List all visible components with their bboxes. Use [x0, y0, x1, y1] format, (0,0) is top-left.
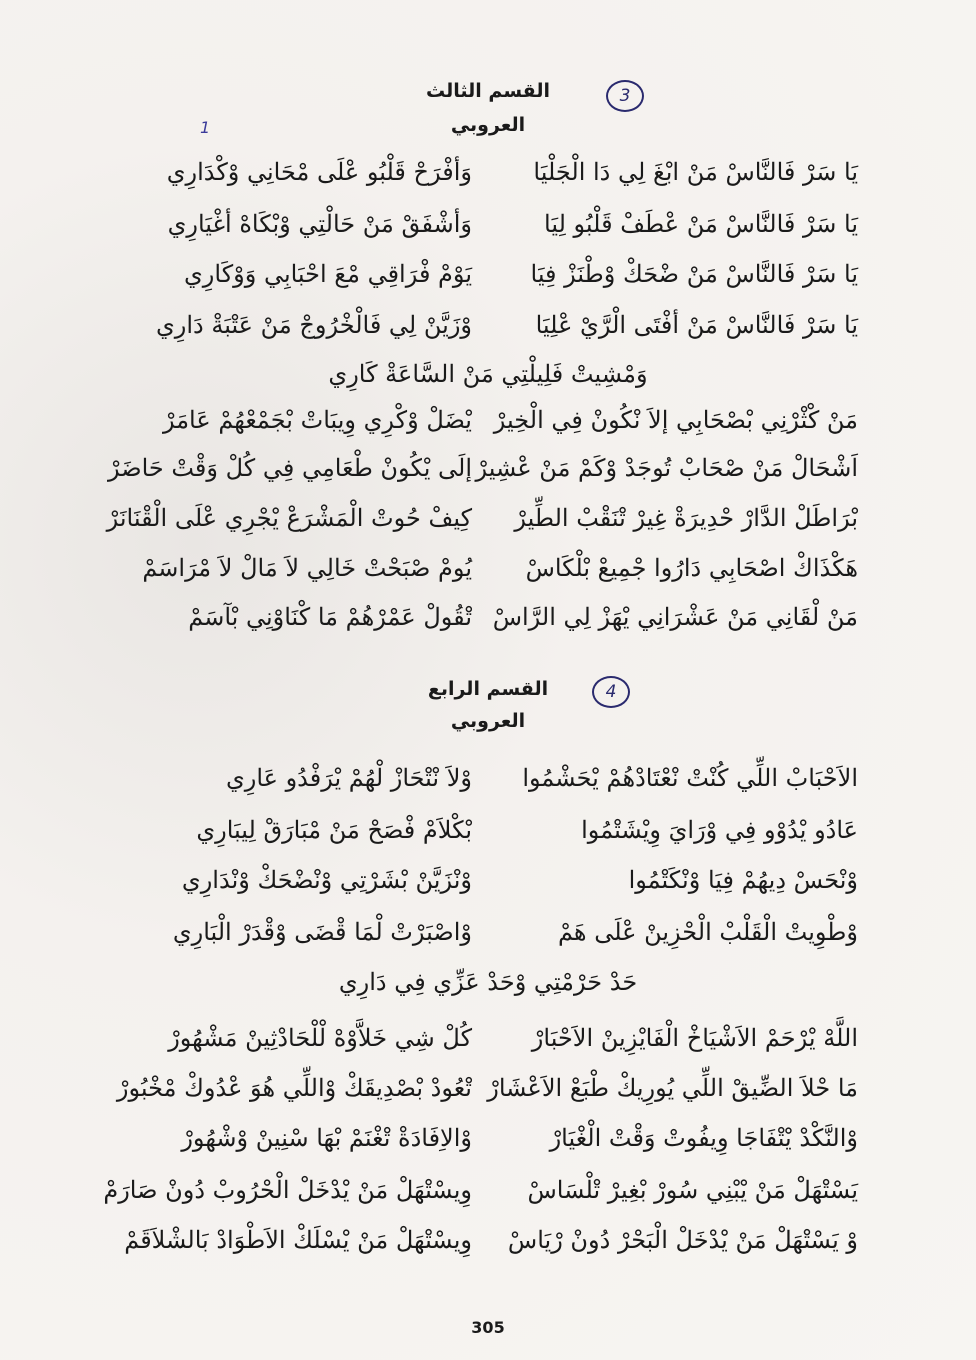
verse-hemistich-left: يَوْمْ فْرَاقِي مْعَ احْبَابِي وَوْكَارِي [184, 260, 472, 288]
verse-line [0, 603, 976, 643]
verse-hemistich-right: مَنْ كْثْرْنِي بْصْحَابِي إلاَ نْكُونْ فِي الْخِيرْ [493, 406, 858, 434]
verse-hemistich-right: يَا سَرْ فَالنَّاسْ مَنْ ضْحَكْ وْطْنَزْ فِيَا [530, 260, 858, 288]
verse-hemistich-left: وِيسْتْهَلْ مَنْ يْدْخَلْ الْحْرُوبْ دُونْ صَارَمْ [103, 1176, 472, 1204]
verse-line [0, 554, 976, 594]
verse-hemistich-left: كِيفْ حُوتْ الْمَشْرَعْ يْجْرِي عْلَى الْقْنَانَرْ [106, 504, 472, 532]
margin-note: 1 [200, 118, 211, 137]
verse-hemistich-left: وْالاِفَادَةْ تْغْنَمْ بْهَا سْنِينْ وْشْهُورْ [181, 1124, 472, 1152]
verse-hemistich-left: يُومْ صْبَحْتْ خَالِي لاَ مَالْ لاَ مْرَاسَمْ [142, 554, 472, 582]
verse-hemistich-right: وْطْوِيتْ الْقَلْبْ الْحْزِينْ عْلَى هَمْ [557, 918, 858, 946]
verse-hemistich-right: عَادُو يْدُوْو فِي وْرَايَ وِيْشَتْمُوا [581, 816, 858, 844]
verse-hemistich-left: إلَى يْكُونْ طْعَامِي فِي كُلْ وَقْتْ حَاضَرْ [107, 454, 472, 482]
verse-line [0, 311, 976, 351]
section-subtitle: العروبي [450, 114, 526, 136]
verse-hemistich-left: وْنْزَيَّنْ بْشَرْتِي وْنْضْحَكْ وْنْدَارِي [181, 866, 472, 894]
verse-hemistich-left: وْاصْبَرْتْ لْمَا قْضَى وْقْدَرْ الْبَارِي [172, 918, 472, 946]
refrain-line: حَدْ حَرْمْتِي وْحَدْ عَزِّي فِي دَارِي [338, 968, 638, 996]
verse-hemistich-right: يَا سَرْ فَالنَّاسْ مَنْ ابْغَ لِي دَا الْجَلْيَا [533, 158, 858, 186]
verse-hemistich-left: وْزَيَّنْ لِي فَالْخْرُوجْ مَنْ عَتْبَةْ دَارِي [155, 311, 472, 339]
verse-hemistich-right: الاَحْبَابْ اللِّي كُنْتْ نْعْتَادْهُمْ يْحَشْمُوا [522, 764, 858, 792]
verse-hemistich-right: وْ يَسْتْهَلْ مَنْ يْدْخَلْ الْبَحْرْ دُونْ رْيَاسْ [507, 1226, 858, 1254]
verse-hemistich-left: وَأفْرَحْ قَلْبُو عْلَى مْحَانِي وْكْدَارِي [166, 158, 472, 186]
verse-line [0, 158, 976, 198]
verse-line [0, 406, 976, 446]
verse-line [0, 918, 976, 958]
verse-line [0, 1024, 976, 1064]
verse-hemistich-left: وْلاَ نْتْحَازْ لْهُمْ يْرَفْدُو عَارِي [225, 764, 472, 792]
verse-line [0, 1074, 976, 1114]
verse-line [0, 764, 976, 804]
verse-hemistich-left: تْعُودْ بْصْدِيقَكْ وْاللِّي هُوَ عْدُوكْ مْخْبُورْ [116, 1074, 472, 1102]
verse-hemistich-right: يَا سَرْ فَالنَّاسْ مَنْ عْطَفْ قَلْبُو لِيَا [544, 210, 858, 238]
section-title: القسم الثالث [426, 80, 550, 102]
verse-line [0, 1176, 976, 1216]
verse-line [0, 816, 976, 856]
verse-hemistich-right: وْنْحَسْ دِيهُمْ فِيَا وْنْكَتْمُوا [628, 866, 858, 894]
verse-line [0, 210, 976, 250]
verse-line [0, 1226, 976, 1266]
verse-line [0, 504, 976, 544]
verse-hemistich-right: اللَّهْ يْرْحَمْ الاَشْيَاخْ الْفَايْزِينْ الاَحْبَارْ [531, 1024, 858, 1052]
verse-hemistich-right: يَسْتْهَلْ مَنْ يْبْنِي سُورْ بْغِيرْ تْلْسَاسْ [527, 1176, 858, 1204]
verse-hemistich-left: تْقُولْ عَمْرْهُمْ مَا كْنَاوْنِي بْآسَمْ [188, 603, 472, 631]
verse-hemistich-left: بْكْلاَمْ فْصَحْ مَنْ مْبَارَقْ لِيبَارِي [196, 816, 472, 844]
verse-hemistich-right: يَا سَرْ فَالنَّاسْ مَنْ أفْتَى الْرَّيْ عْلِيَا [535, 311, 858, 339]
verse-hemistich-left: وِيسْتْهَلْ مَنْ يْسْلَكْ الاَطْوَادْ بَالشْلاَقَمْ [124, 1226, 472, 1254]
verse-hemistich-right: اَشْحَالْ مَنْ صْحَابْ تُوجَدْ وْكَمْ مَنْ عْشِيرْ [475, 454, 858, 482]
verse-hemistich-right: مَنْ لْقَانِي مَنْ عَشْرَانِي يْهَزْ لِي الرَّاسْ [492, 603, 858, 631]
verse-hemistich-right: مَا حْلاَ الضِّيقْ اللِّي يُورِيكْ طْبَعْ الاَعْشَارْ [487, 1074, 858, 1102]
verse-hemistich-right: وْالنَّكْدْ يْتْفَاجَا وِيفُوتْ وَقْتْ الْغْيَارْ [549, 1124, 858, 1152]
verse-line [0, 1124, 976, 1164]
verse-hemistich-right: هَكْذَاكْ اصْحَابِي دَارُوا جْمِيعْ بْلْكَاسْ [525, 554, 858, 582]
section-subtitle: العروبي [450, 710, 526, 732]
verse-line [0, 866, 976, 906]
refrain-line: وَمْشِيتْ فَلِيلْتِي مَنْ السَّاعَةْ كَارِي [328, 360, 648, 388]
verse-hemistich-left: وَأشْفَقْ مَنْ حَالْتِي وْبْكَاهْ أغْيَارِي [167, 210, 472, 238]
section-number-circle: 3 [606, 80, 644, 112]
verse-line [0, 260, 976, 300]
verse-hemistich-left: يْضَلْ وْكْرِي وِيبَاتْ بْجَمْعْهُمْ عَامَرْ [162, 406, 472, 434]
verse-hemistich-left: كُلْ شِي خَلاَّوْهْ لْلْحَادْثِينْ مَشْهُورْ [168, 1024, 472, 1052]
section-number-circle: 4 [592, 676, 630, 708]
page-number: 305 [471, 1318, 505, 1337]
section-title: القسم الرابع [427, 678, 549, 700]
verse-hemistich-right: بْرَاطَلْ الدَّارْ حْدِيرَةْ غِيرْ تْنَقْبْ الطِّيرْ [514, 504, 858, 532]
verse-line [0, 454, 976, 494]
